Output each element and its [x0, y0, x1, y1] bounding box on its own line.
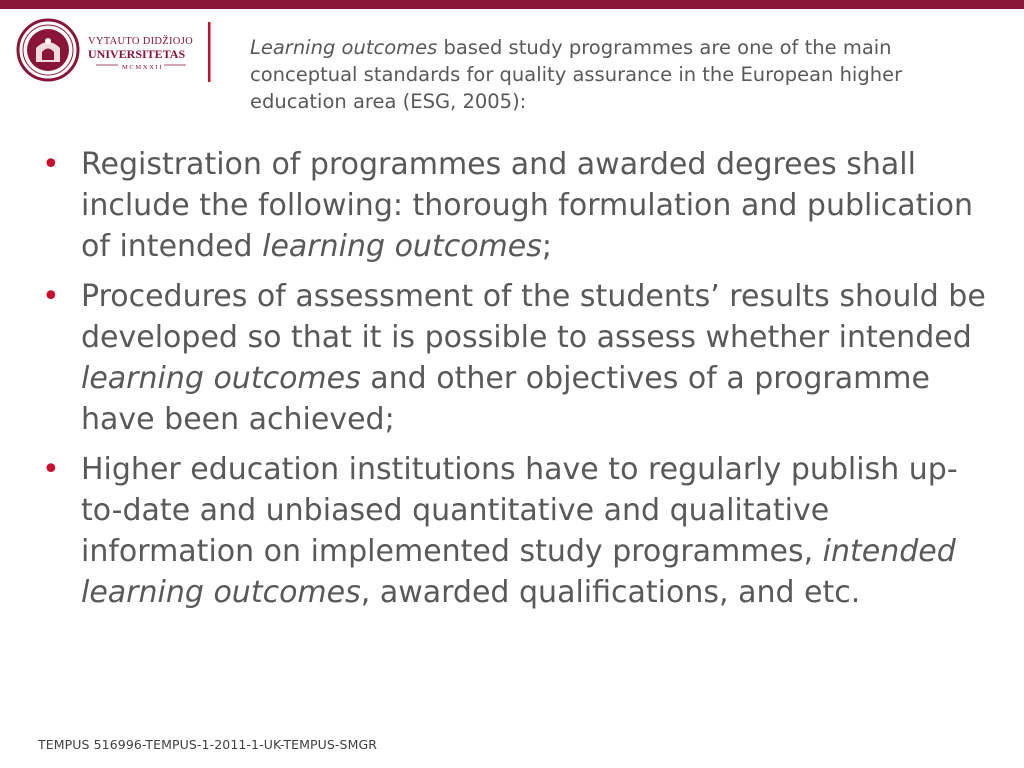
- university-seal-icon: [18, 20, 78, 80]
- slide-heading: [250, 34, 990, 115]
- bullet-item-3: [40, 449, 990, 613]
- bullet-dot-icon: •: [42, 279, 60, 314]
- logo-line-2: UNIVERSITETAS: [88, 47, 186, 61]
- bullet-dot-icon: •: [42, 147, 60, 182]
- university-logo-graphic: [14, 14, 214, 86]
- bullet-1-text: Registration of programmes and awarded degrees shall include the following: thorough formulation and publication of intended: [81, 147, 974, 264]
- bullet-2-text: Procedures of assessment of the students’ results should be developed so that it is possible to assess whether intended: [81, 279, 986, 355]
- bullet-item-1: [40, 144, 990, 267]
- top-brand-bar: [0, 0, 1024, 9]
- bullet-list: [40, 144, 990, 622]
- bullet-item-2: [40, 276, 990, 440]
- heading-italic-lead: Learning outcomes: [250, 36, 438, 59]
- logo-divider: [208, 22, 211, 82]
- university-logo: [14, 14, 214, 86]
- bullet-dot-icon: •: [42, 452, 60, 487]
- bullet-1-tail: ;: [541, 229, 552, 264]
- bullet-2-italic: learning outcomes: [81, 361, 361, 396]
- logo-line-1: VYTAUTO DIDŽIOJO: [88, 36, 193, 47]
- logo-line-3: M C M X X I I: [122, 64, 162, 71]
- bullet-3-italic: intended learning outcomes: [81, 534, 956, 610]
- bullet-2-tail: and other objectives of a programme have been achieved;: [81, 361, 930, 437]
- bullet-3-text: Higher education institutions have to regularly publish up-to-date and unbiased quantitative and qualitative information on implemented study programmes,: [81, 452, 958, 569]
- bullet-1-italic: learning outcomes: [262, 229, 542, 264]
- footer-project-code: TEMPUS 516996-TEMPUS-1-2011-1-UK-TEMPUS-SMGR: [38, 737, 378, 752]
- bullet-3-tail: , awarded qualifications, and etc.: [360, 575, 861, 610]
- heading-text: based study programmes are one of the main conceptual standards for quality assurance in the European higher education area (ESG, 2005):: [250, 36, 903, 113]
